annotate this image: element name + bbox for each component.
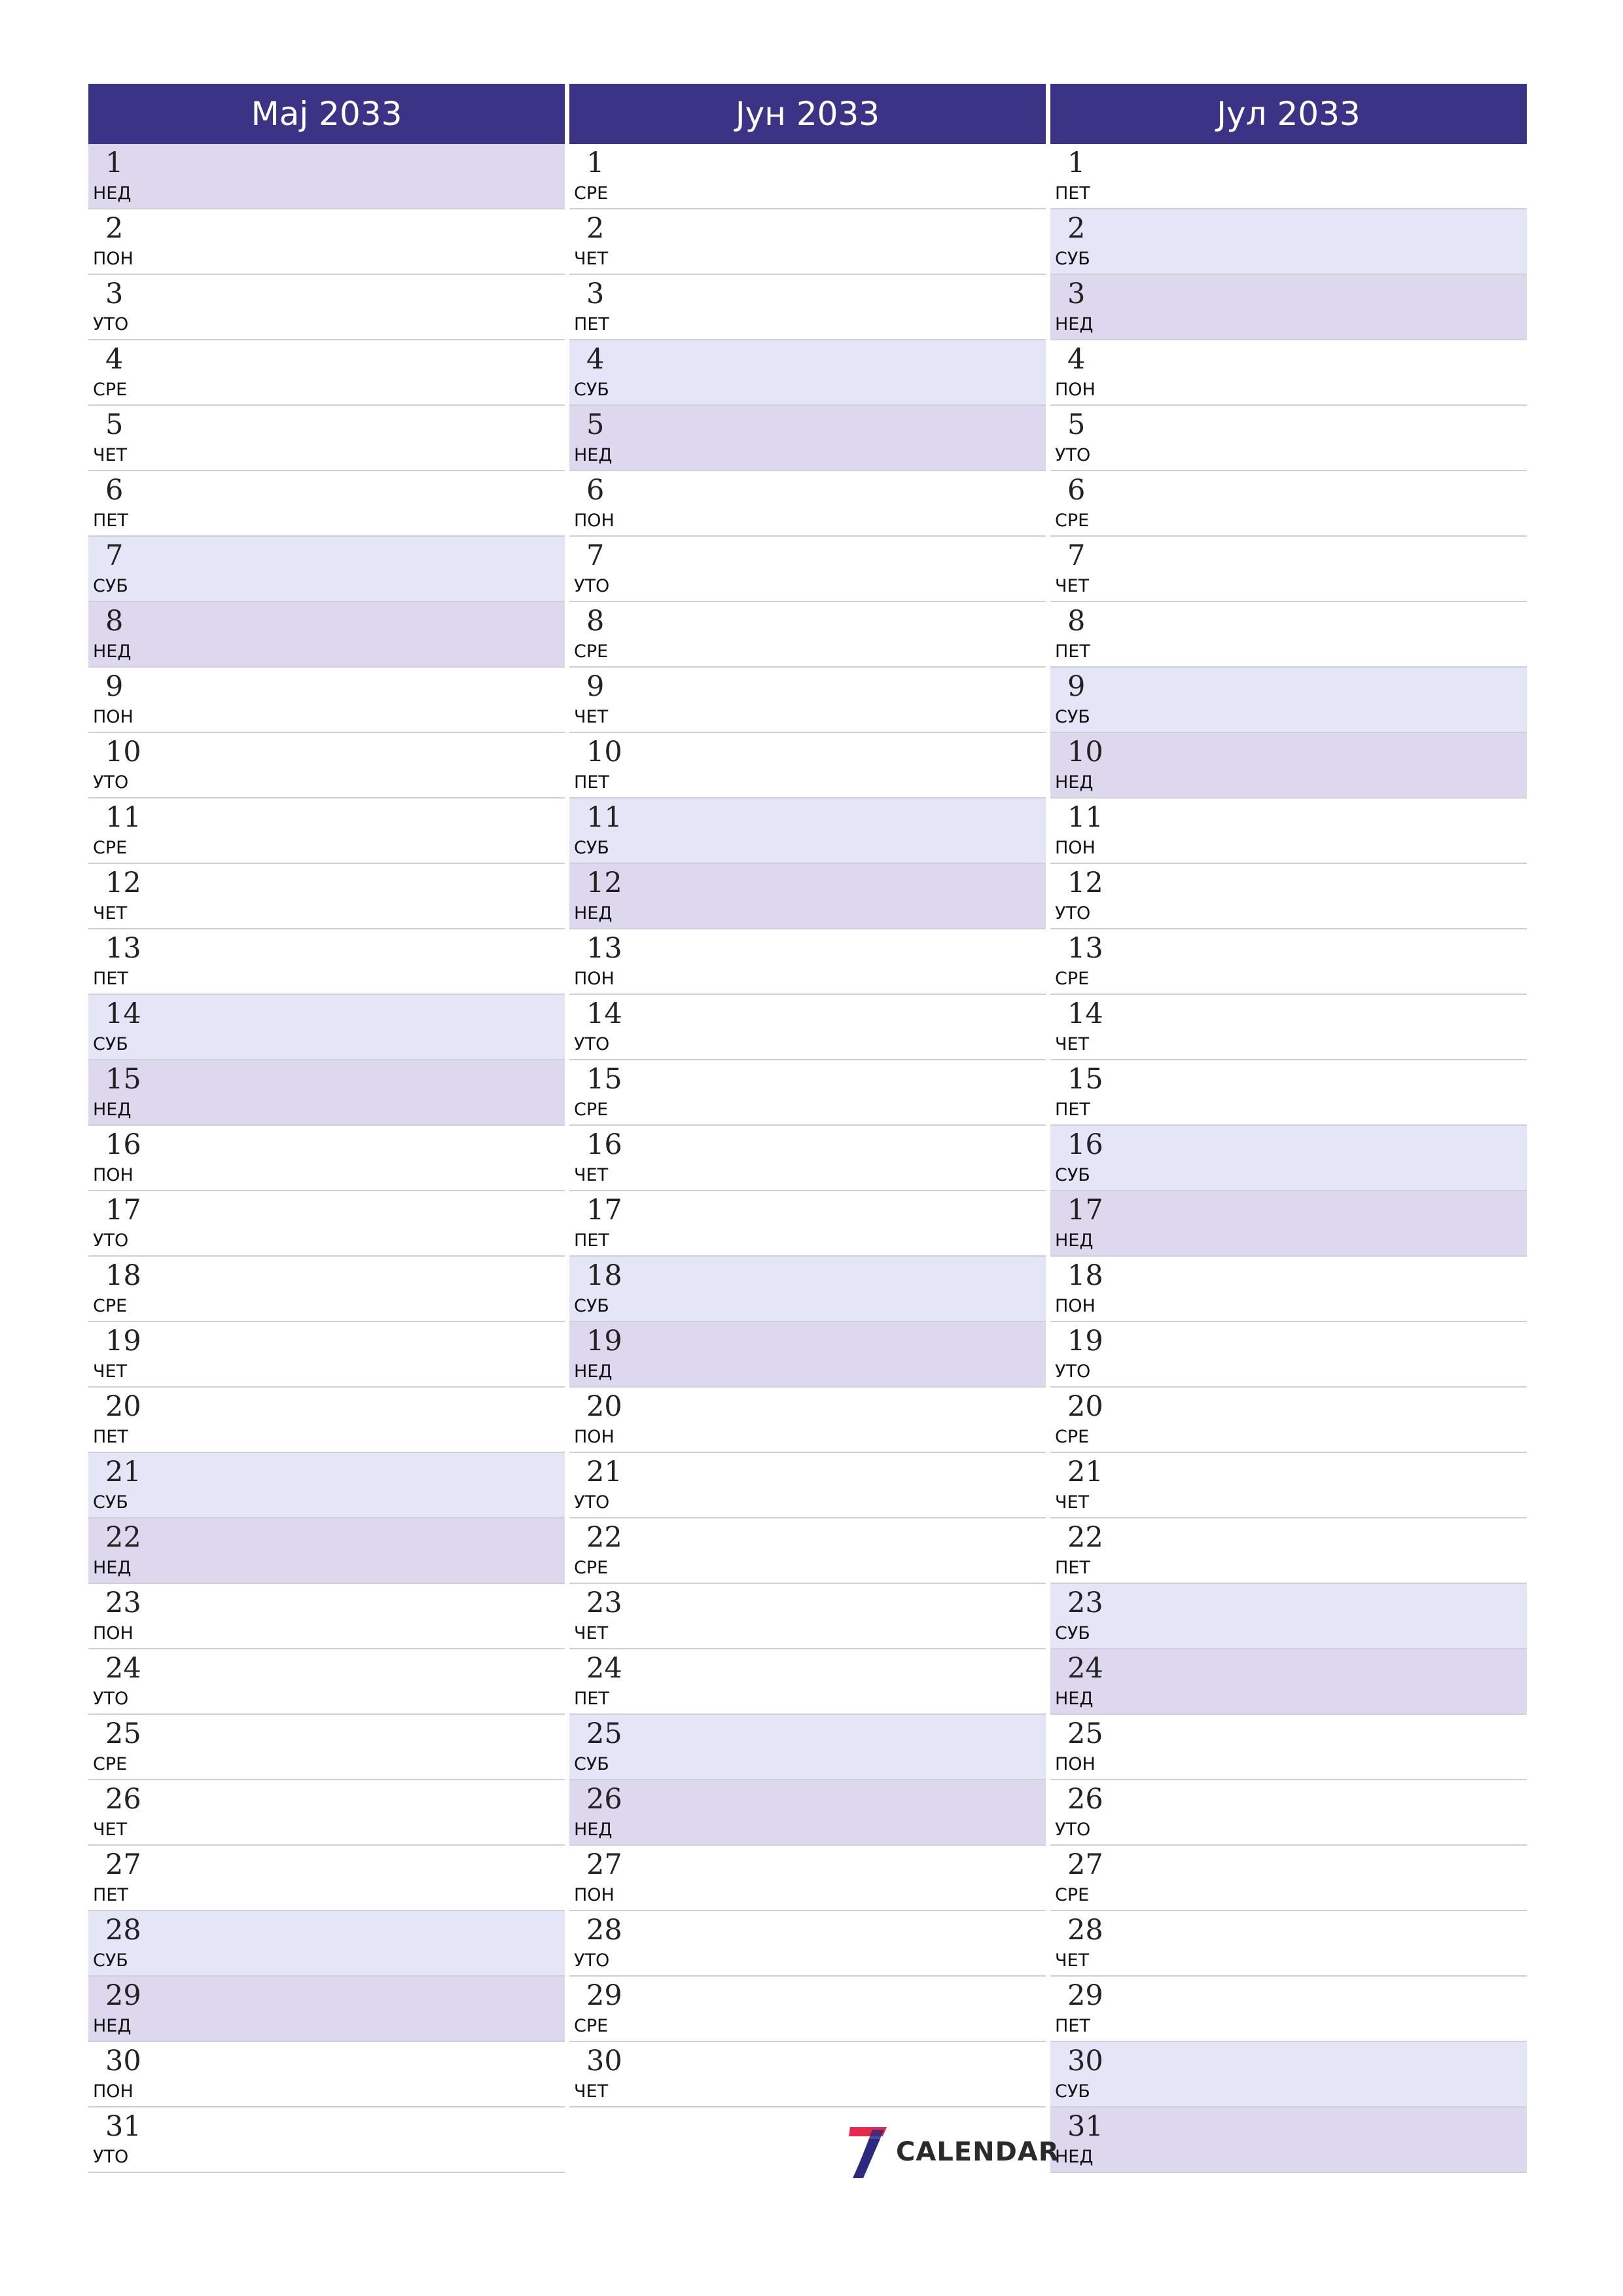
day-weekday: ПЕТ <box>574 314 609 334</box>
day-number: 13 <box>1067 932 1103 965</box>
day-row <box>569 602 1046 668</box>
day-number: 15 <box>1067 1063 1103 1096</box>
day-row <box>88 1322 565 1388</box>
day-row <box>88 798 565 864</box>
day-row <box>1050 537 1527 602</box>
day-row <box>569 1846 1046 1911</box>
day-row <box>569 2042 1046 2108</box>
day-number: 17 <box>105 1194 141 1227</box>
day-number: 12 <box>1067 867 1103 899</box>
day-row <box>88 1846 565 1911</box>
day-row <box>88 1911 565 1977</box>
day-weekday: ПОН <box>574 1427 615 1447</box>
day-number: 17 <box>586 1194 622 1227</box>
day-weekday: ПЕТ <box>1055 1558 1090 1578</box>
day-weekday: УТО <box>1055 1361 1091 1382</box>
day-row <box>88 144 565 209</box>
day-row <box>569 144 1046 209</box>
day-weekday: ПОН <box>93 1165 134 1185</box>
day-weekday: НЕД <box>93 1558 132 1578</box>
day-weekday: СУБ <box>1055 707 1090 727</box>
day-weekday: НЕД <box>93 641 132 662</box>
month-header: Мај 2033 <box>88 84 565 144</box>
day-row <box>88 209 565 275</box>
day-number: 5 <box>586 408 605 441</box>
day-number: 9 <box>105 670 124 703</box>
day-number: 1 <box>1067 147 1086 179</box>
day-number: 9 <box>586 670 605 703</box>
day-number: 27 <box>586 1848 622 1881</box>
day-number: 2 <box>586 212 605 245</box>
day-weekday: СРЕ <box>574 2016 609 2036</box>
day-number: 8 <box>586 605 605 637</box>
month-header: Јун 2033 <box>569 84 1046 144</box>
day-weekday: НЕД <box>574 1820 613 1840</box>
day-number: 6 <box>1067 474 1086 507</box>
day-number: 22 <box>105 1521 141 1554</box>
day-weekday: УТО <box>1055 1820 1091 1840</box>
day-number: 20 <box>105 1390 141 1423</box>
day-weekday: ПЕТ <box>574 772 609 793</box>
day-weekday: СРЕ <box>574 641 609 662</box>
day-weekday: СУБ <box>574 1754 609 1774</box>
day-row <box>88 537 565 602</box>
day-number: 14 <box>1067 997 1103 1030</box>
day-number: 4 <box>1067 343 1086 376</box>
day-row <box>88 1453 565 1518</box>
day-row <box>88 1060 565 1126</box>
day-row <box>569 995 1046 1060</box>
day-weekday: ЧЕТ <box>1055 1034 1090 1054</box>
day-number: 23 <box>105 1587 141 1619</box>
day-number: 19 <box>586 1325 622 1357</box>
day-number: 30 <box>586 2045 622 2077</box>
day-number: 28 <box>105 1914 141 1946</box>
day-weekday: УТО <box>93 314 129 334</box>
day-number: 26 <box>586 1783 622 1816</box>
day-row <box>569 1911 1046 1977</box>
day-weekday: ПОН <box>93 2081 134 2102</box>
day-row <box>569 1780 1046 1846</box>
day-row <box>569 1977 1046 2042</box>
day-row <box>88 864 565 929</box>
day-weekday: ЧЕТ <box>574 707 609 727</box>
day-weekday: СУБ <box>93 576 128 596</box>
day-weekday: СРЕ <box>1055 511 1090 531</box>
day-row <box>569 1126 1046 1191</box>
day-weekday: НЕД <box>1055 772 1094 793</box>
day-row <box>88 1780 565 1846</box>
day-weekday: УТО <box>1055 445 1091 465</box>
day-number: 13 <box>105 932 141 965</box>
day-number: 8 <box>105 605 124 637</box>
month-column-june <box>569 84 1046 2108</box>
day-row <box>569 537 1046 602</box>
day-weekday: УТО <box>574 1950 610 1971</box>
day-weekday: СРЕ <box>93 838 128 858</box>
day-weekday: СУБ <box>1055 249 1090 269</box>
day-weekday: НЕД <box>1055 314 1094 334</box>
day-row <box>569 406 1046 471</box>
day-weekday: ПЕТ <box>574 1689 609 1709</box>
day-row <box>88 1191 565 1257</box>
day-number: 20 <box>586 1390 622 1423</box>
day-weekday: ПЕТ <box>93 1427 128 1447</box>
day-number: 11 <box>1067 801 1103 834</box>
day-weekday: ЧЕТ <box>574 1623 609 1643</box>
day-row <box>88 929 565 995</box>
day-row <box>569 1257 1046 1322</box>
day-row <box>1050 1846 1527 1911</box>
day-number: 10 <box>1067 736 1103 768</box>
brand-logo-text: CALENDAR <box>896 2137 1060 2167</box>
day-weekday: ЧЕТ <box>93 1361 128 1382</box>
day-row <box>569 1715 1046 1780</box>
day-number: 22 <box>1067 1521 1103 1554</box>
day-row <box>569 275 1046 340</box>
day-row <box>88 406 565 471</box>
day-weekday: СУБ <box>574 838 609 858</box>
day-weekday: ЧЕТ <box>1055 1492 1090 1513</box>
day-row <box>1050 1322 1527 1388</box>
day-number: 24 <box>105 1652 141 1685</box>
day-number: 21 <box>105 1456 141 1488</box>
day-number: 27 <box>1067 1848 1103 1881</box>
day-weekday: УТО <box>574 1034 610 1054</box>
day-row <box>569 1191 1046 1257</box>
day-row <box>569 1453 1046 1518</box>
day-weekday: ПОН <box>1055 380 1096 400</box>
day-weekday: УТО <box>1055 903 1091 924</box>
day-number: 31 <box>1067 2110 1103 2143</box>
day-number: 26 <box>105 1783 141 1816</box>
day-number: 20 <box>1067 1390 1103 1423</box>
day-weekday: ПЕТ <box>1055 183 1090 204</box>
day-row <box>88 602 565 668</box>
day-weekday: ЧЕТ <box>574 249 609 269</box>
day-row <box>1050 1584 1527 1649</box>
day-number: 5 <box>1067 408 1086 441</box>
seven-logo-icon <box>846 2125 888 2179</box>
month-column-july <box>1050 84 1527 2173</box>
day-weekday: ПЕТ <box>574 1230 609 1251</box>
day-row <box>88 1518 565 1584</box>
day-number: 16 <box>1067 1128 1103 1161</box>
day-number: 11 <box>586 801 622 834</box>
day-number: 4 <box>105 343 124 376</box>
day-row <box>1050 1191 1527 1257</box>
day-number: 19 <box>1067 1325 1103 1357</box>
day-weekday: СУБ <box>1055 1623 1090 1643</box>
day-number: 13 <box>586 932 622 965</box>
day-number: 12 <box>105 867 141 899</box>
day-row <box>1050 668 1527 733</box>
day-row <box>1050 1060 1527 1126</box>
day-row <box>88 471 565 537</box>
day-row <box>569 668 1046 733</box>
day-number: 15 <box>105 1063 141 1096</box>
day-weekday: ЧЕТ <box>1055 576 1090 596</box>
day-row <box>88 1715 565 1780</box>
day-row <box>569 1518 1046 1584</box>
day-row <box>88 1388 565 1453</box>
day-number: 17 <box>1067 1194 1103 1227</box>
day-row <box>1050 1388 1527 1453</box>
day-row <box>569 1584 1046 1649</box>
day-row <box>1050 1257 1527 1322</box>
day-weekday: ПОН <box>93 1623 134 1643</box>
day-number: 1 <box>105 147 124 179</box>
day-number: 24 <box>1067 1652 1103 1685</box>
day-number: 6 <box>105 474 124 507</box>
day-row <box>1050 2042 1527 2108</box>
day-number: 12 <box>586 867 622 899</box>
day-row <box>569 929 1046 995</box>
day-row <box>1050 1911 1527 1977</box>
day-weekday: ПЕТ <box>1055 641 1090 662</box>
day-weekday: ПОН <box>574 1885 615 1905</box>
day-row <box>88 733 565 798</box>
day-row <box>1050 209 1527 275</box>
day-row <box>569 864 1046 929</box>
day-weekday: НЕД <box>1055 1230 1094 1251</box>
day-row <box>88 1649 565 1715</box>
day-number: 23 <box>586 1587 622 1619</box>
day-row <box>88 340 565 406</box>
day-weekday: ПЕТ <box>93 969 128 989</box>
day-row <box>88 275 565 340</box>
day-weekday: СУБ <box>93 1950 128 1971</box>
day-number: 29 <box>586 1979 622 2012</box>
day-row <box>88 2042 565 2108</box>
calendar-months <box>88 84 1543 2212</box>
day-number: 29 <box>1067 1979 1103 2012</box>
day-row <box>569 471 1046 537</box>
day-number: 28 <box>586 1914 622 1946</box>
day-number: 14 <box>105 997 141 1030</box>
day-weekday: ЧЕТ <box>93 445 128 465</box>
day-weekday: ПОН <box>1055 838 1096 858</box>
day-row <box>1050 995 1527 1060</box>
day-row <box>569 1649 1046 1715</box>
day-number: 25 <box>105 1717 141 1750</box>
day-list <box>1050 144 1527 2173</box>
day-row <box>569 1322 1046 1388</box>
day-weekday: ПОН <box>574 511 615 531</box>
day-number: 1 <box>586 147 605 179</box>
day-number: 10 <box>586 736 622 768</box>
day-weekday: ПЕТ <box>1055 2016 1090 2036</box>
day-row <box>1050 864 1527 929</box>
day-row <box>1050 1715 1527 1780</box>
day-weekday: ПОН <box>1055 1296 1096 1316</box>
day-row <box>1050 144 1527 209</box>
day-number: 25 <box>1067 1717 1103 1750</box>
day-row <box>88 1257 565 1322</box>
day-weekday: НЕД <box>93 2016 132 2036</box>
day-row <box>1050 1518 1527 1584</box>
day-weekday: НЕД <box>93 1100 132 1120</box>
day-weekday: НЕД <box>93 183 132 204</box>
day-weekday: ПОН <box>93 249 134 269</box>
day-row <box>88 668 565 733</box>
day-row <box>569 1388 1046 1453</box>
day-weekday: НЕД <box>1055 1689 1094 1709</box>
day-row <box>88 2108 565 2173</box>
day-weekday: ПЕТ <box>1055 1100 1090 1120</box>
day-weekday: СРЕ <box>1055 1885 1090 1905</box>
day-list <box>569 144 1046 2108</box>
day-number: 11 <box>105 801 141 834</box>
day-weekday: УТО <box>93 1230 129 1251</box>
day-weekday: СУБ <box>574 380 609 400</box>
brand-logo <box>846 2125 1060 2179</box>
day-list <box>88 144 565 2173</box>
day-number: 5 <box>105 408 124 441</box>
day-number: 15 <box>586 1063 622 1096</box>
day-row <box>1050 929 1527 995</box>
day-number: 30 <box>1067 2045 1103 2077</box>
day-number: 3 <box>105 278 124 310</box>
day-number: 26 <box>1067 1783 1103 1816</box>
day-weekday: ПОН <box>93 707 134 727</box>
day-row <box>1050 1780 1527 1846</box>
day-weekday: ПОН <box>574 969 615 989</box>
day-weekday: СРЕ <box>574 183 609 204</box>
day-weekday: УТО <box>93 2147 129 2167</box>
day-row <box>1050 2108 1527 2173</box>
day-number: 29 <box>105 1979 141 2012</box>
day-weekday: ЧЕТ <box>93 903 128 924</box>
day-weekday: НЕД <box>574 903 613 924</box>
day-weekday: СРЕ <box>93 1754 128 1774</box>
day-row <box>1050 1126 1527 1191</box>
day-weekday: СУБ <box>93 1034 128 1054</box>
day-row <box>1050 1977 1527 2042</box>
day-row <box>569 340 1046 406</box>
day-number: 14 <box>586 997 622 1030</box>
day-weekday: СРЕ <box>1055 969 1090 989</box>
day-weekday: ПЕТ <box>93 511 128 531</box>
day-number: 18 <box>586 1259 622 1292</box>
day-number: 3 <box>1067 278 1086 310</box>
day-number: 31 <box>105 2110 141 2143</box>
day-row <box>569 209 1046 275</box>
day-weekday: УТО <box>93 772 129 793</box>
day-number: 18 <box>1067 1259 1103 1292</box>
day-weekday: СУБ <box>1055 2081 1090 2102</box>
day-row <box>1050 1649 1527 1715</box>
day-row <box>1050 471 1527 537</box>
day-row <box>88 1977 565 2042</box>
day-number: 24 <box>586 1652 622 1685</box>
day-row <box>1050 1453 1527 1518</box>
day-weekday: УТО <box>93 1689 129 1709</box>
day-number: 7 <box>1067 539 1086 572</box>
day-weekday: ЧЕТ <box>574 1165 609 1185</box>
day-number: 16 <box>586 1128 622 1161</box>
day-weekday: СУБ <box>93 1492 128 1513</box>
day-weekday: СРЕ <box>574 1100 609 1120</box>
day-number: 25 <box>586 1717 622 1750</box>
day-weekday: СРЕ <box>574 1558 609 1578</box>
day-row <box>88 1584 565 1649</box>
day-number: 21 <box>586 1456 622 1488</box>
day-number: 3 <box>586 278 605 310</box>
day-weekday: СРЕ <box>93 380 128 400</box>
day-number: 2 <box>105 212 124 245</box>
day-weekday: ЧЕТ <box>93 1820 128 1840</box>
day-row <box>1050 602 1527 668</box>
day-weekday: ЧЕТ <box>574 2081 609 2102</box>
day-number: 27 <box>105 1848 141 1881</box>
day-row <box>569 798 1046 864</box>
day-row <box>569 733 1046 798</box>
day-row <box>88 995 565 1060</box>
day-number: 22 <box>586 1521 622 1554</box>
day-number: 21 <box>1067 1456 1103 1488</box>
day-row <box>1050 798 1527 864</box>
day-weekday: СУБ <box>574 1296 609 1316</box>
day-weekday: НЕД <box>574 1361 613 1382</box>
day-weekday: НЕД <box>1055 2147 1094 2167</box>
day-weekday: УТО <box>574 1492 610 1513</box>
day-row <box>1050 275 1527 340</box>
day-number: 28 <box>1067 1914 1103 1946</box>
day-number: 23 <box>1067 1587 1103 1619</box>
month-header: Јул 2033 <box>1050 84 1527 144</box>
day-weekday: ЧЕТ <box>1055 1950 1090 1971</box>
day-number: 9 <box>1067 670 1086 703</box>
day-number: 30 <box>105 2045 141 2077</box>
day-weekday: ПЕТ <box>93 1885 128 1905</box>
day-weekday: НЕД <box>574 445 613 465</box>
day-row <box>88 1126 565 1191</box>
day-number: 4 <box>586 343 605 376</box>
day-weekday: СРЕ <box>93 1296 128 1316</box>
day-row <box>1050 340 1527 406</box>
day-row <box>1050 406 1527 471</box>
day-weekday: СУБ <box>1055 1165 1090 1185</box>
day-number: 18 <box>105 1259 141 1292</box>
day-number: 16 <box>105 1128 141 1161</box>
day-number: 19 <box>105 1325 141 1357</box>
day-weekday: ПОН <box>1055 1754 1096 1774</box>
day-number: 7 <box>586 539 605 572</box>
day-number: 8 <box>1067 605 1086 637</box>
day-row <box>569 1060 1046 1126</box>
day-number: 7 <box>105 539 124 572</box>
day-row <box>1050 733 1527 798</box>
day-weekday: СРЕ <box>1055 1427 1090 1447</box>
day-weekday: УТО <box>574 576 610 596</box>
day-number: 10 <box>105 736 141 768</box>
day-number: 2 <box>1067 212 1086 245</box>
month-column-may <box>88 84 565 2173</box>
day-number: 6 <box>586 474 605 507</box>
